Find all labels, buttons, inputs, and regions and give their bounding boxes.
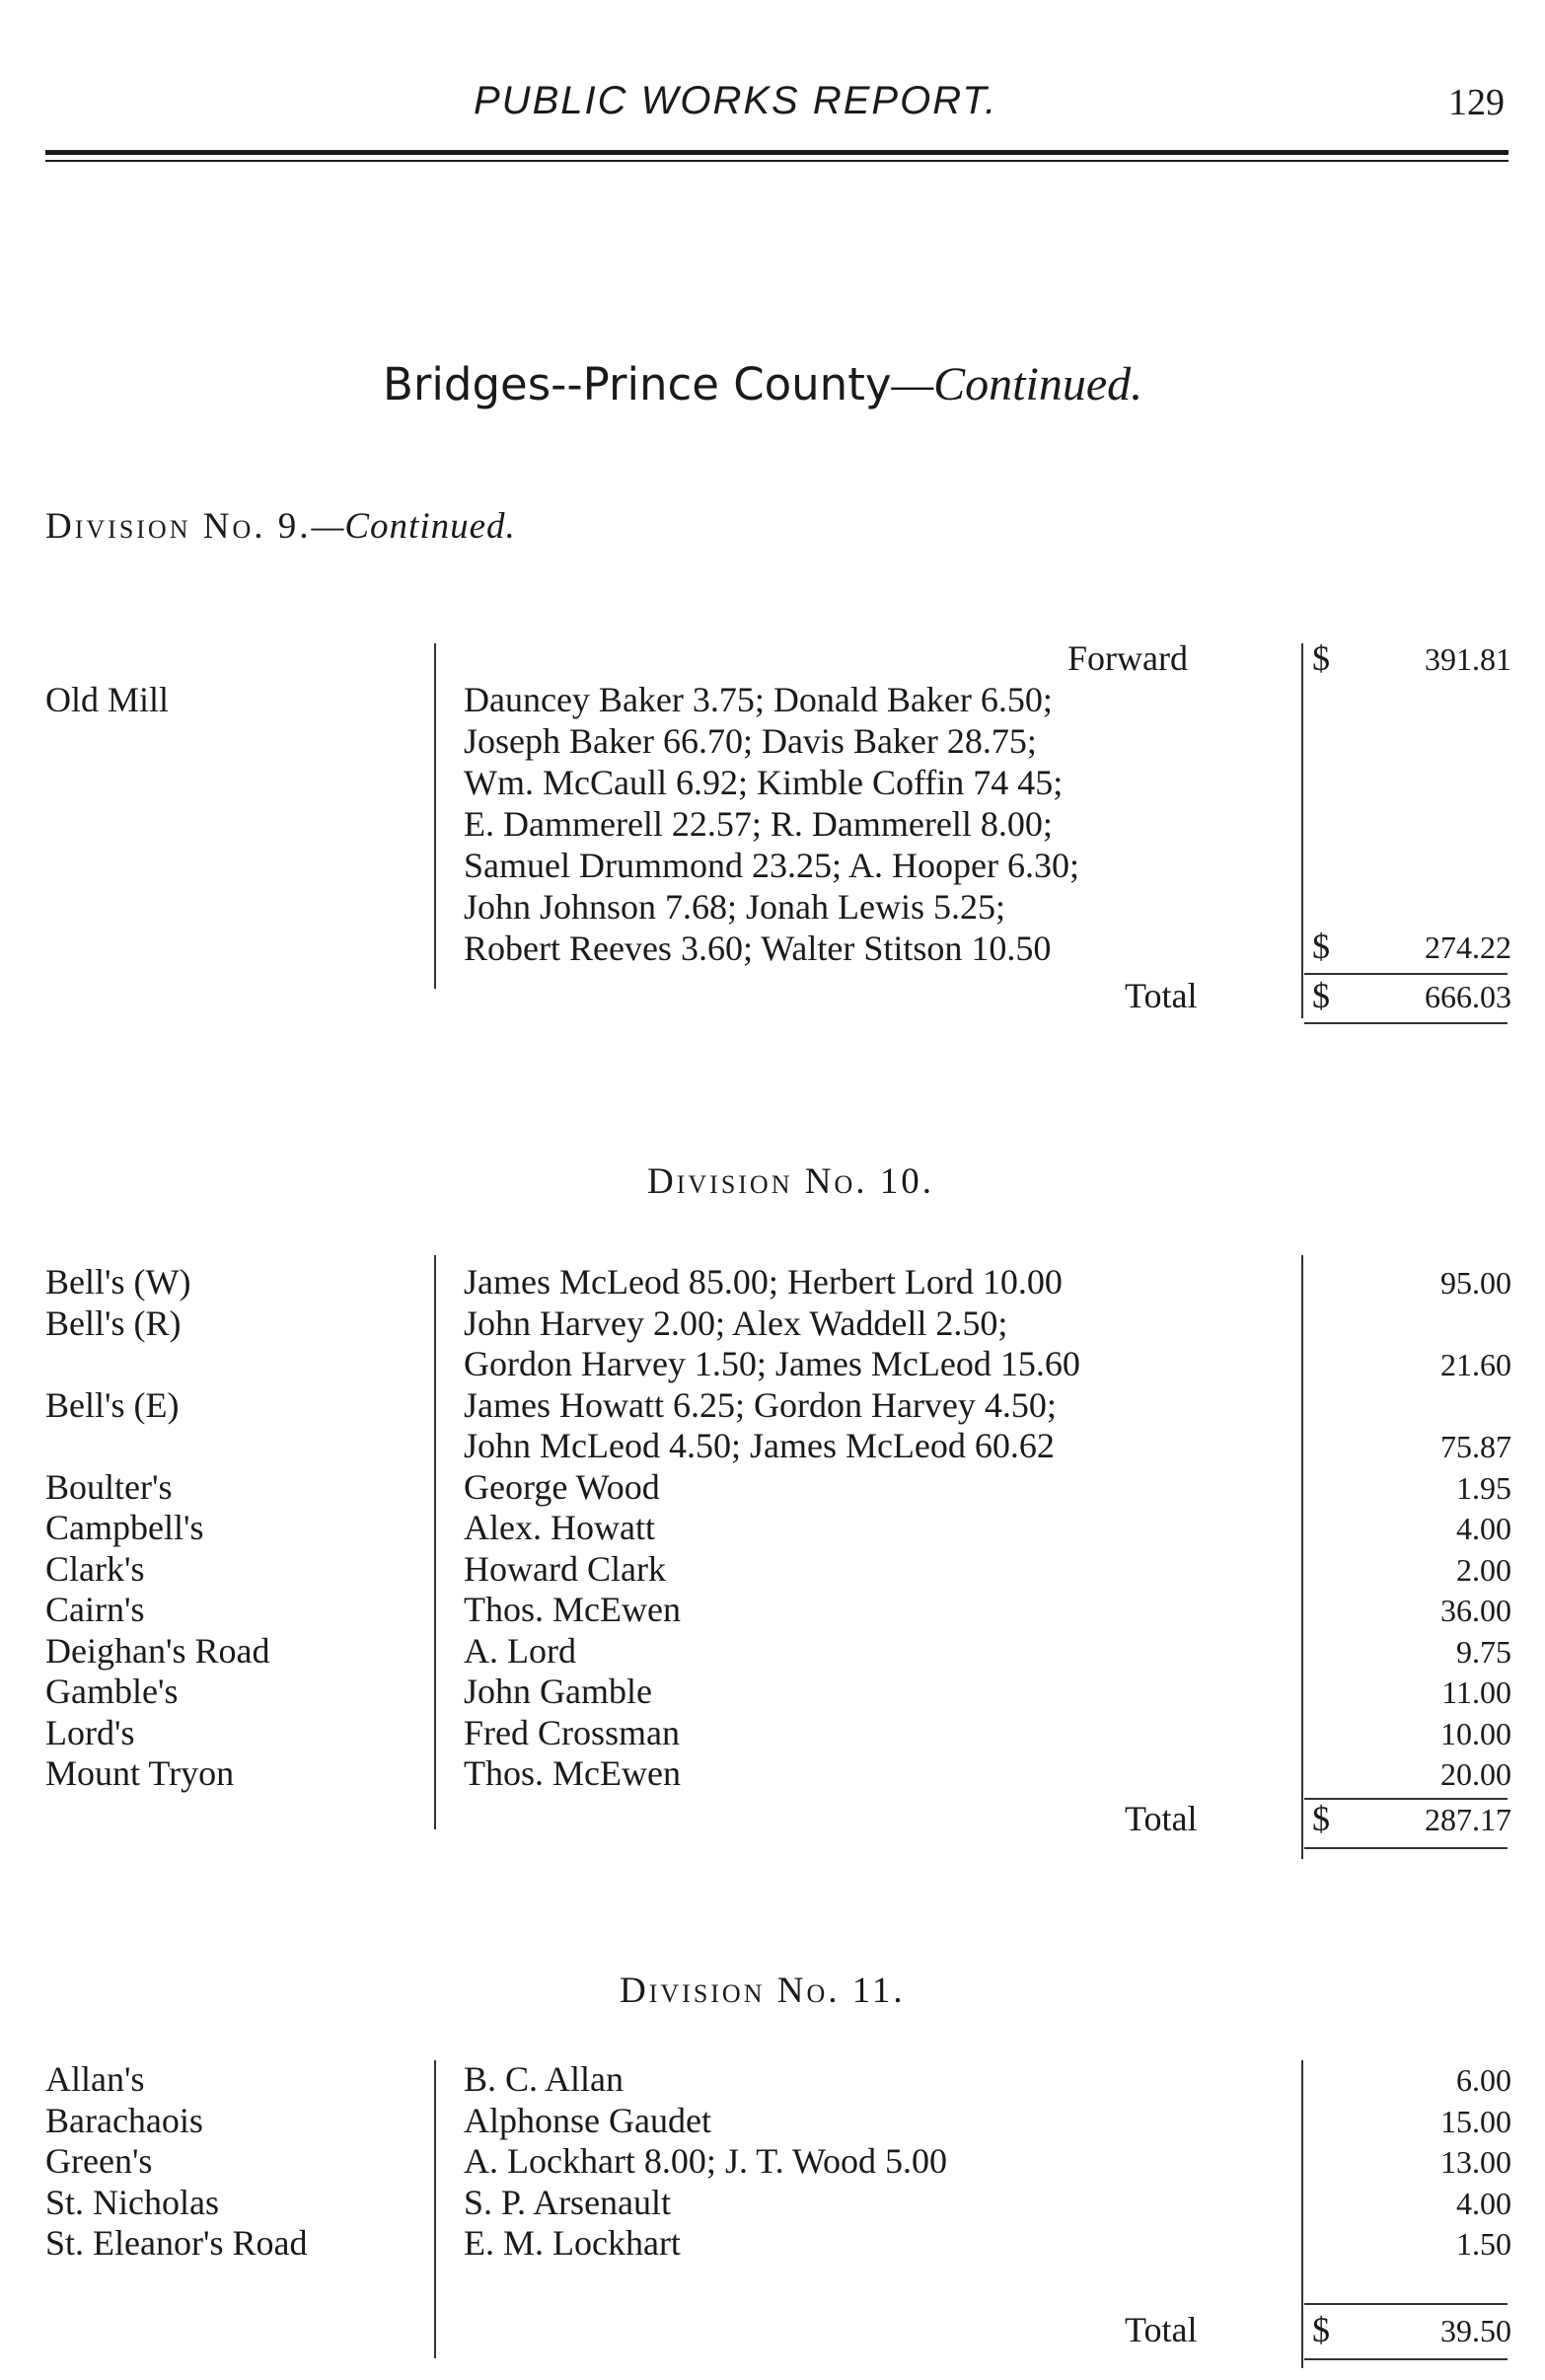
bridge-name: Cairn's: [45, 1590, 145, 1629]
section-title-continued: —Continued.: [891, 358, 1143, 410]
bridge-name: St. Eleanor's Road: [45, 2223, 308, 2263]
contributor-names: James McLeod 85.00; Herbert Lord 10.00: [464, 1262, 1063, 1302]
division-10-right-rule: [1301, 1255, 1303, 1859]
contributor-line: Wm. McCaull 6.92; Kimble Coffin 74 45;: [464, 763, 1064, 802]
page-number: 129: [1448, 82, 1505, 123]
division-10-total-rule: [1304, 1798, 1508, 1800]
running-header: PUBLIC WORKS REPORT.: [474, 79, 998, 122]
forward-dollar: $: [1312, 638, 1330, 678]
contributor-names: James Howatt 6.25; Gordon Harvey 4.50;: [464, 1384, 1057, 1425]
bridge-name: Bell's (R): [45, 1302, 182, 1343]
division-9-total-label: Total: [1125, 976, 1198, 1015]
forward-label: Forward: [1067, 638, 1188, 678]
division-11-total-underline: [1304, 2358, 1508, 2360]
contributor-names: John McLeod 4.50; James McLeod 60.62: [464, 1426, 1055, 1465]
bridge-name: St. Nicholas: [45, 2182, 219, 2222]
bridge-name: Barachaois: [45, 2100, 203, 2140]
amount: 36.00: [1440, 1593, 1511, 1628]
contributor-line: E. Dammerell 22.57; R. Dammerell 8.00;: [464, 804, 1053, 844]
division-9-total-dollar: $: [1312, 976, 1330, 1015]
division-11-heading: Division No. 11.: [620, 1971, 906, 2011]
amount: 11.00: [1441, 1674, 1511, 1710]
amount: 1.95: [1456, 1469, 1511, 1506]
amount: 9.75: [1456, 1633, 1511, 1670]
contributor-line: John Johnson 7.68; Jonah Lewis 5.25;: [464, 887, 1005, 927]
division-11-total-label: Total: [1125, 2310, 1198, 2349]
division-10-left-rule: [434, 1255, 436, 1829]
header-rule-thin: [45, 160, 1508, 162]
division-9-total-rule: [1304, 973, 1508, 975]
contributor-names: A. Lockhart 8.00; J. T. Wood 5.00: [464, 2141, 948, 2181]
division-9-total: 666.03: [1425, 979, 1511, 1014]
amount: 20.00: [1440, 1756, 1511, 1792]
contributor-names: S. P. Arsenault: [464, 2182, 672, 2222]
contributor-line: Robert Reeves 3.60; Walter Stitson 10.50: [464, 929, 1052, 968]
division-10-total: 287.17: [1425, 1802, 1511, 1837]
contributor-line: Joseph Baker 66.70; Davis Baker 28.75;: [464, 721, 1037, 761]
amount: 1.50: [1456, 2226, 1511, 2262]
bridge-name: Deighan's Road: [45, 1630, 270, 1671]
bridge-name: Campbell's: [45, 1508, 204, 1547]
contributor-names: Gordon Harvey 1.50; James McLeod 15.60: [464, 1344, 1080, 1383]
header-rule-thick: [45, 150, 1508, 155]
contributor-names: Fred Crossman: [464, 1712, 680, 1752]
division-11-total: 39.50: [1440, 2313, 1511, 2348]
division-10-total-underline: [1304, 1847, 1508, 1849]
division-9-left-rule: [434, 643, 436, 989]
contributor-names: E. M. Lockhart: [464, 2223, 681, 2263]
contributor-names: A. Lord: [464, 1630, 576, 1671]
division-11-left-rule: [434, 2060, 436, 2358]
contributor-names: Alphonse Gaudet: [464, 2100, 711, 2140]
forward-amount: 391.81: [1425, 641, 1511, 677]
contributor-names: Thos. McEwen: [464, 1753, 681, 1793]
division-11-right-rule: [1301, 2060, 1303, 2368]
amount: 15.00: [1440, 2103, 1511, 2139]
division-11-total-rule: [1304, 2303, 1508, 2305]
amount: 10.00: [1440, 1715, 1511, 1751]
bridge-name: Mount Tryon: [45, 1753, 235, 1793]
amount: 95.00: [1440, 1265, 1511, 1301]
division-11-total-dollar: $: [1312, 2310, 1330, 2349]
division-9-total-underline: [1304, 1022, 1508, 1024]
contributor-names: George Wood: [464, 1466, 660, 1507]
section-title-main: Bridges--Prince County: [383, 358, 892, 410]
contributor-line: Samuel Drummond 23.25; A. Hooper 6.30;: [464, 846, 1079, 885]
section-title: [383, 357, 1142, 411]
division-10-total-dollar: $: [1312, 1799, 1330, 1838]
amount: 6.00: [1456, 2062, 1511, 2098]
division-9-subtotal: 274.22: [1425, 930, 1511, 965]
amount: 75.87: [1440, 1429, 1511, 1464]
contributor-line: Dauncey Baker 3.75; Donald Baker 6.50;: [464, 680, 1053, 719]
amount: 2.00: [1456, 1551, 1511, 1588]
bridge-name: Boulter's: [45, 1466, 173, 1507]
amount: 13.00: [1440, 2144, 1511, 2180]
division-9-place: Old Mill: [45, 680, 170, 719]
division-9-label: Division No. 9.: [45, 506, 312, 547]
division-9-heading: [45, 505, 516, 548]
amount: 21.60: [1440, 1347, 1511, 1382]
bridge-name: Clark's: [45, 1548, 145, 1589]
bridge-name: Lord's: [45, 1712, 135, 1752]
division-9-subtotal-dollar: $: [1312, 927, 1330, 966]
division-9-right-rule: [1301, 643, 1303, 1018]
amount: 4.00: [1456, 2185, 1511, 2221]
division-10-total-label: Total: [1125, 1799, 1198, 1838]
bridge-name: Bell's (E): [45, 1384, 180, 1425]
division-9-continued: —Continued.: [311, 506, 516, 547]
contributor-names: B. C. Allan: [464, 2059, 625, 2099]
bridge-name: Bell's (W): [45, 1262, 191, 1302]
contributor-names: Thos. McEwen: [464, 1590, 681, 1629]
contributor-names: John Harvey 2.00; Alex Waddell 2.50;: [464, 1302, 1008, 1343]
bridge-name: Gamble's: [45, 1672, 179, 1711]
contributor-names: Alex. Howatt: [464, 1508, 655, 1547]
bridge-name: Green's: [45, 2141, 153, 2181]
bridge-name: Allan's: [45, 2059, 145, 2099]
contributor-names: John Gamble: [464, 1672, 652, 1711]
amount: 4.00: [1456, 1511, 1511, 1546]
division-10-heading: Division No. 10.: [647, 1161, 934, 1202]
contributor-names: Howard Clark: [464, 1548, 666, 1589]
